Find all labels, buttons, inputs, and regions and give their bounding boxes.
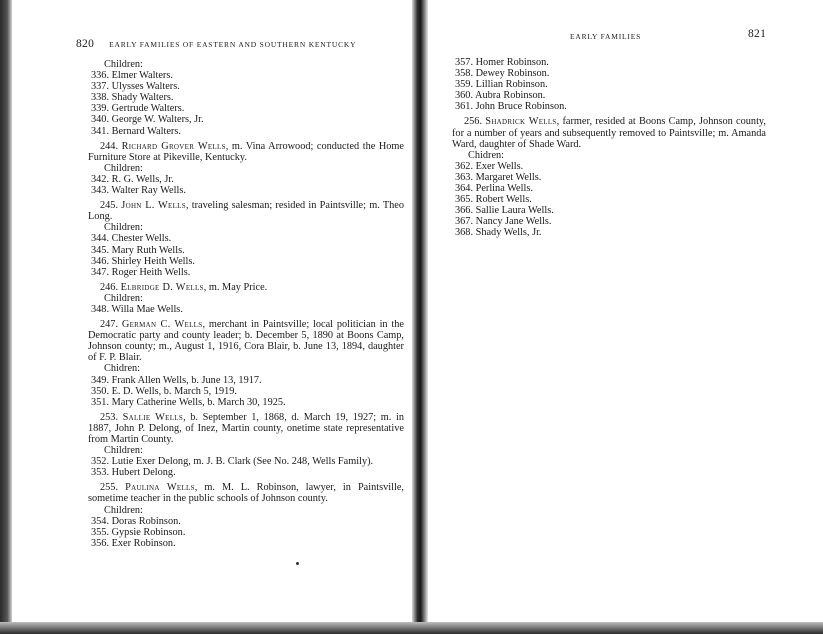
child-entry: 366. Sallie Laura Wells. (455, 205, 554, 217)
paragraph-number: 245. (100, 200, 119, 212)
person-name: Paulina Wells (125, 482, 195, 494)
child-entry: 355. Gypsie Robinson. (91, 526, 186, 538)
right-running-title: EARLY FAMILIES (570, 32, 642, 41)
child-entry: 340. George W. Walters, Jr. (91, 114, 204, 126)
children-heading: Children: (104, 162, 143, 174)
child-entry: 343. Walter Ray Wells. (91, 185, 186, 197)
child-entry: 349. Frank Allen Wells, b. June 13, 1917. (91, 374, 262, 386)
page-speck (296, 562, 299, 565)
child-entry: 346. Shirley Heith Wells. (91, 255, 195, 267)
family-paragraph (88, 319, 404, 363)
child-entry: 367. Nancy Jane Wells. (455, 216, 552, 228)
children-heading: Chidren: (104, 363, 141, 375)
paragraph-text: , m. May Price. (203, 281, 268, 293)
child-entry: 362. Exer Wells. (455, 160, 524, 172)
right-running-head (570, 28, 800, 42)
paragraph-text: , m. M. L. Robinson, lawyer, in Paintsville, sometime teacher in the public schools of Johnson county. (88, 482, 404, 505)
book-edge-shadow (0, 0, 12, 634)
child-entry: 358. Dewey Robinson. (455, 68, 550, 80)
child-entry: 361. John Bruce Robinson. (455, 101, 567, 113)
child-entry: 353. Hubert Delong. (91, 467, 176, 479)
family-paragraph (88, 282, 404, 293)
bottom-edge-shadow (0, 622, 823, 634)
children-heading: Children: (104, 504, 143, 516)
family-paragraph (88, 482, 404, 504)
child-entry: 347. Roger Heith Wells. (91, 266, 191, 278)
child-entry: 348. Willa Mae Wells. (91, 303, 183, 315)
child-entry: 359. Lillian Robinson. (455, 79, 548, 91)
left-running-title: EARLY FAMILIES OF EASTERN AND SOUTHERN KENTUCKY (109, 40, 357, 49)
child-entry: 351. Mary Catherine Wells, b. March 30, 1925. (91, 396, 286, 408)
child-entry: 337. Ulysses Walters. (91, 81, 180, 93)
child-entry: 352. Lutie Exer Delong, m. J. B. Clark (See No. 248, Wells Family). (91, 456, 374, 468)
right-page-number: 821 (748, 28, 767, 40)
child-entry: 356. Exer Robinson. (91, 537, 176, 549)
children-heading: Children: (104, 222, 143, 234)
children-heading: Chidren: (468, 149, 505, 161)
child-entry: 368. Shady Wells, Jr. (455, 227, 542, 239)
child-entry: 341. Bernard Walters. (91, 125, 181, 137)
person-name: German C. Wells (121, 319, 203, 331)
person-name: Shadrick Wells (485, 116, 557, 128)
person-name: Elbridge D. Wells (120, 281, 204, 293)
book-gutter (412, 0, 428, 634)
child-entry: 365. Robert Wells. (455, 194, 532, 206)
person-name: John L. Wells (121, 200, 186, 212)
person-name: Sallie Wells (122, 411, 184, 423)
children-heading: Children: (104, 445, 143, 457)
paragraph-number: 247. (100, 319, 119, 331)
child-entry: 363. Margaret Wells. (455, 171, 542, 183)
family-paragraph (88, 412, 404, 445)
paragraph-number: 246. (100, 281, 119, 293)
child-entry: 364. Perlina Wells. (455, 183, 533, 195)
paragraph-text: , traveling salesman; resided in Paintsville; m. Theo Long. (88, 200, 405, 223)
child-entry: 344. Chester Wells. (91, 233, 172, 245)
child-entry: 338. Shady Walters. (91, 92, 174, 104)
person-name: Richard Grover Wells (121, 140, 226, 152)
family-paragraph (88, 200, 404, 222)
right-page-text (452, 57, 766, 239)
family-paragraph (88, 141, 404, 163)
family-paragraph (452, 116, 766, 149)
child-entry: 339. Gertrude Walters. (91, 103, 185, 115)
child-entry: 360. Aubra Robinson. (455, 90, 546, 102)
left-page-text (88, 59, 404, 549)
child-entry: 350. E. D. Wells, b. March 5, 1919. (91, 385, 237, 397)
paragraph-number: 253. (100, 411, 119, 423)
paragraph-text: , b. September 1, 1868, d. March 19, 1927; m. in 1887, John P. Delong, of Inez, Martin county, onetime state representative from Martin County. (88, 411, 404, 445)
paragraph-number: 256. (464, 116, 483, 128)
paragraph-number: 255. (100, 482, 119, 494)
child-entry: 336. Elmer Walters. (91, 70, 173, 82)
paragraph-text: , merchant in Paintsville; local politician in the Democratic party and county leader; b. December 5, 1890 at Boons Camp, Johnson county; m., August 1, 1916, Cora Blair, b. June 13, 1894, daughter of F. P. Blair. (88, 319, 404, 364)
children-heading: Children: (104, 59, 143, 70)
children-heading: Children: (104, 292, 143, 304)
paragraph-text: , farmer, resided at Boons Camp, Johnson county, for a number of years and subsequently removed to Paintsville; m. Amanda Ward, daughter of Shade Ward. (452, 116, 766, 150)
child-entry: 345. Mary Ruth Wells. (91, 244, 185, 256)
child-entry: 342. R. G. Wells, Jr. (91, 173, 174, 185)
paragraph-text: , m. Vina Arrowood; conducted the Home Furniture Store at Pikeville, Kentucky. (88, 140, 405, 163)
child-entry: 354. Doras Robinson. (91, 515, 181, 527)
paragraph-number: 244. (100, 140, 119, 152)
child-entry: 357. Homer Robinson. (455, 57, 549, 68)
left-page-number: 820 (76, 38, 95, 50)
left-running-head (76, 38, 406, 50)
